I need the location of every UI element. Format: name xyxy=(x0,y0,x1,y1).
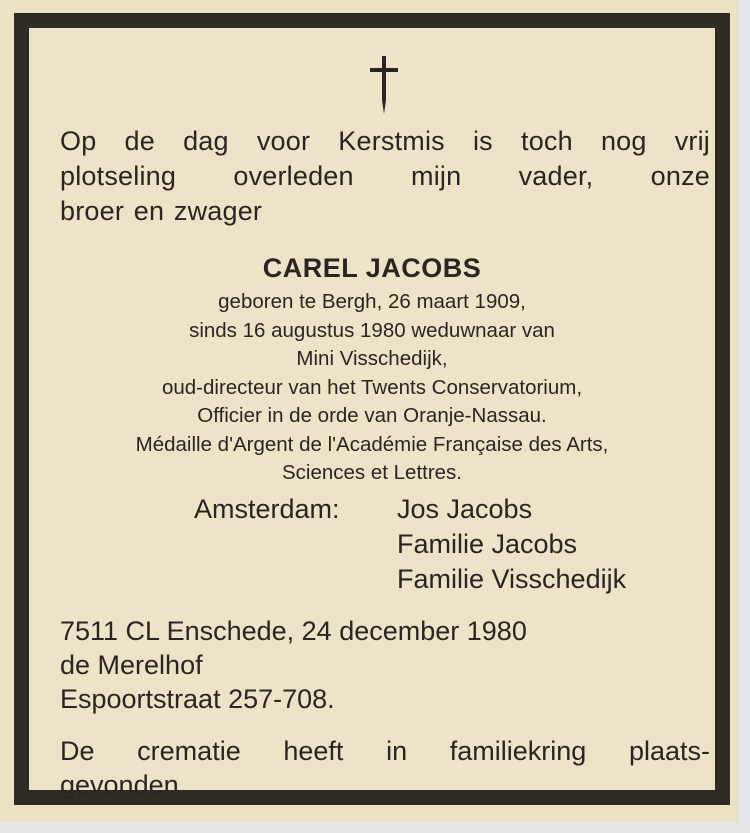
address-line: 7511 CL Enschede, 24 december 1980 xyxy=(60,616,527,646)
cross-icon xyxy=(369,56,399,114)
obituary-frame xyxy=(14,13,730,805)
family-member: Familie Visschedijk xyxy=(397,564,627,594)
intro-text xyxy=(60,124,710,229)
obituary-content xyxy=(29,28,715,800)
bio-line: sinds 16 augustus 1980 weduwnaar van xyxy=(189,318,555,342)
address-line: Espoortstraat 257-708. xyxy=(60,684,335,714)
closing-line: De crematie heeft in familiekring plaats- xyxy=(60,736,710,766)
address-block xyxy=(60,614,710,716)
closing-text xyxy=(60,734,710,802)
biography xyxy=(29,288,715,488)
family-member: Jos Jacobs xyxy=(397,494,533,524)
address-line: de Merelhof xyxy=(60,650,203,680)
family-members xyxy=(397,492,626,597)
bio-line: Officier in de orde van Oranje-Nassau. xyxy=(197,404,547,427)
intro-line: plotseling overleden mijn vader, onze xyxy=(60,161,710,191)
closing-line: gevonden. xyxy=(60,770,187,800)
bio-line: oud-directeur van het Twents Conservatorium, xyxy=(161,375,583,399)
intro-line: broer en zwager xyxy=(60,196,263,226)
family-member: Familie Jacobs xyxy=(397,529,578,559)
deceased-name: CAREL JACOBS xyxy=(262,253,482,283)
family-place: Amsterdam: xyxy=(194,494,340,524)
bio-line: geboren te Bergh, 26 maart 1909, xyxy=(218,290,526,313)
intro-line: Op de dag voor Kerstmis is toch nog vrij xyxy=(60,126,710,156)
bio-line: Mini Visschedijk, xyxy=(296,347,448,370)
bio-line: Médaille d'Argent de l'Académie Française des Arts, xyxy=(135,432,609,456)
bio-line: Sciences et Lettres. xyxy=(281,461,463,484)
